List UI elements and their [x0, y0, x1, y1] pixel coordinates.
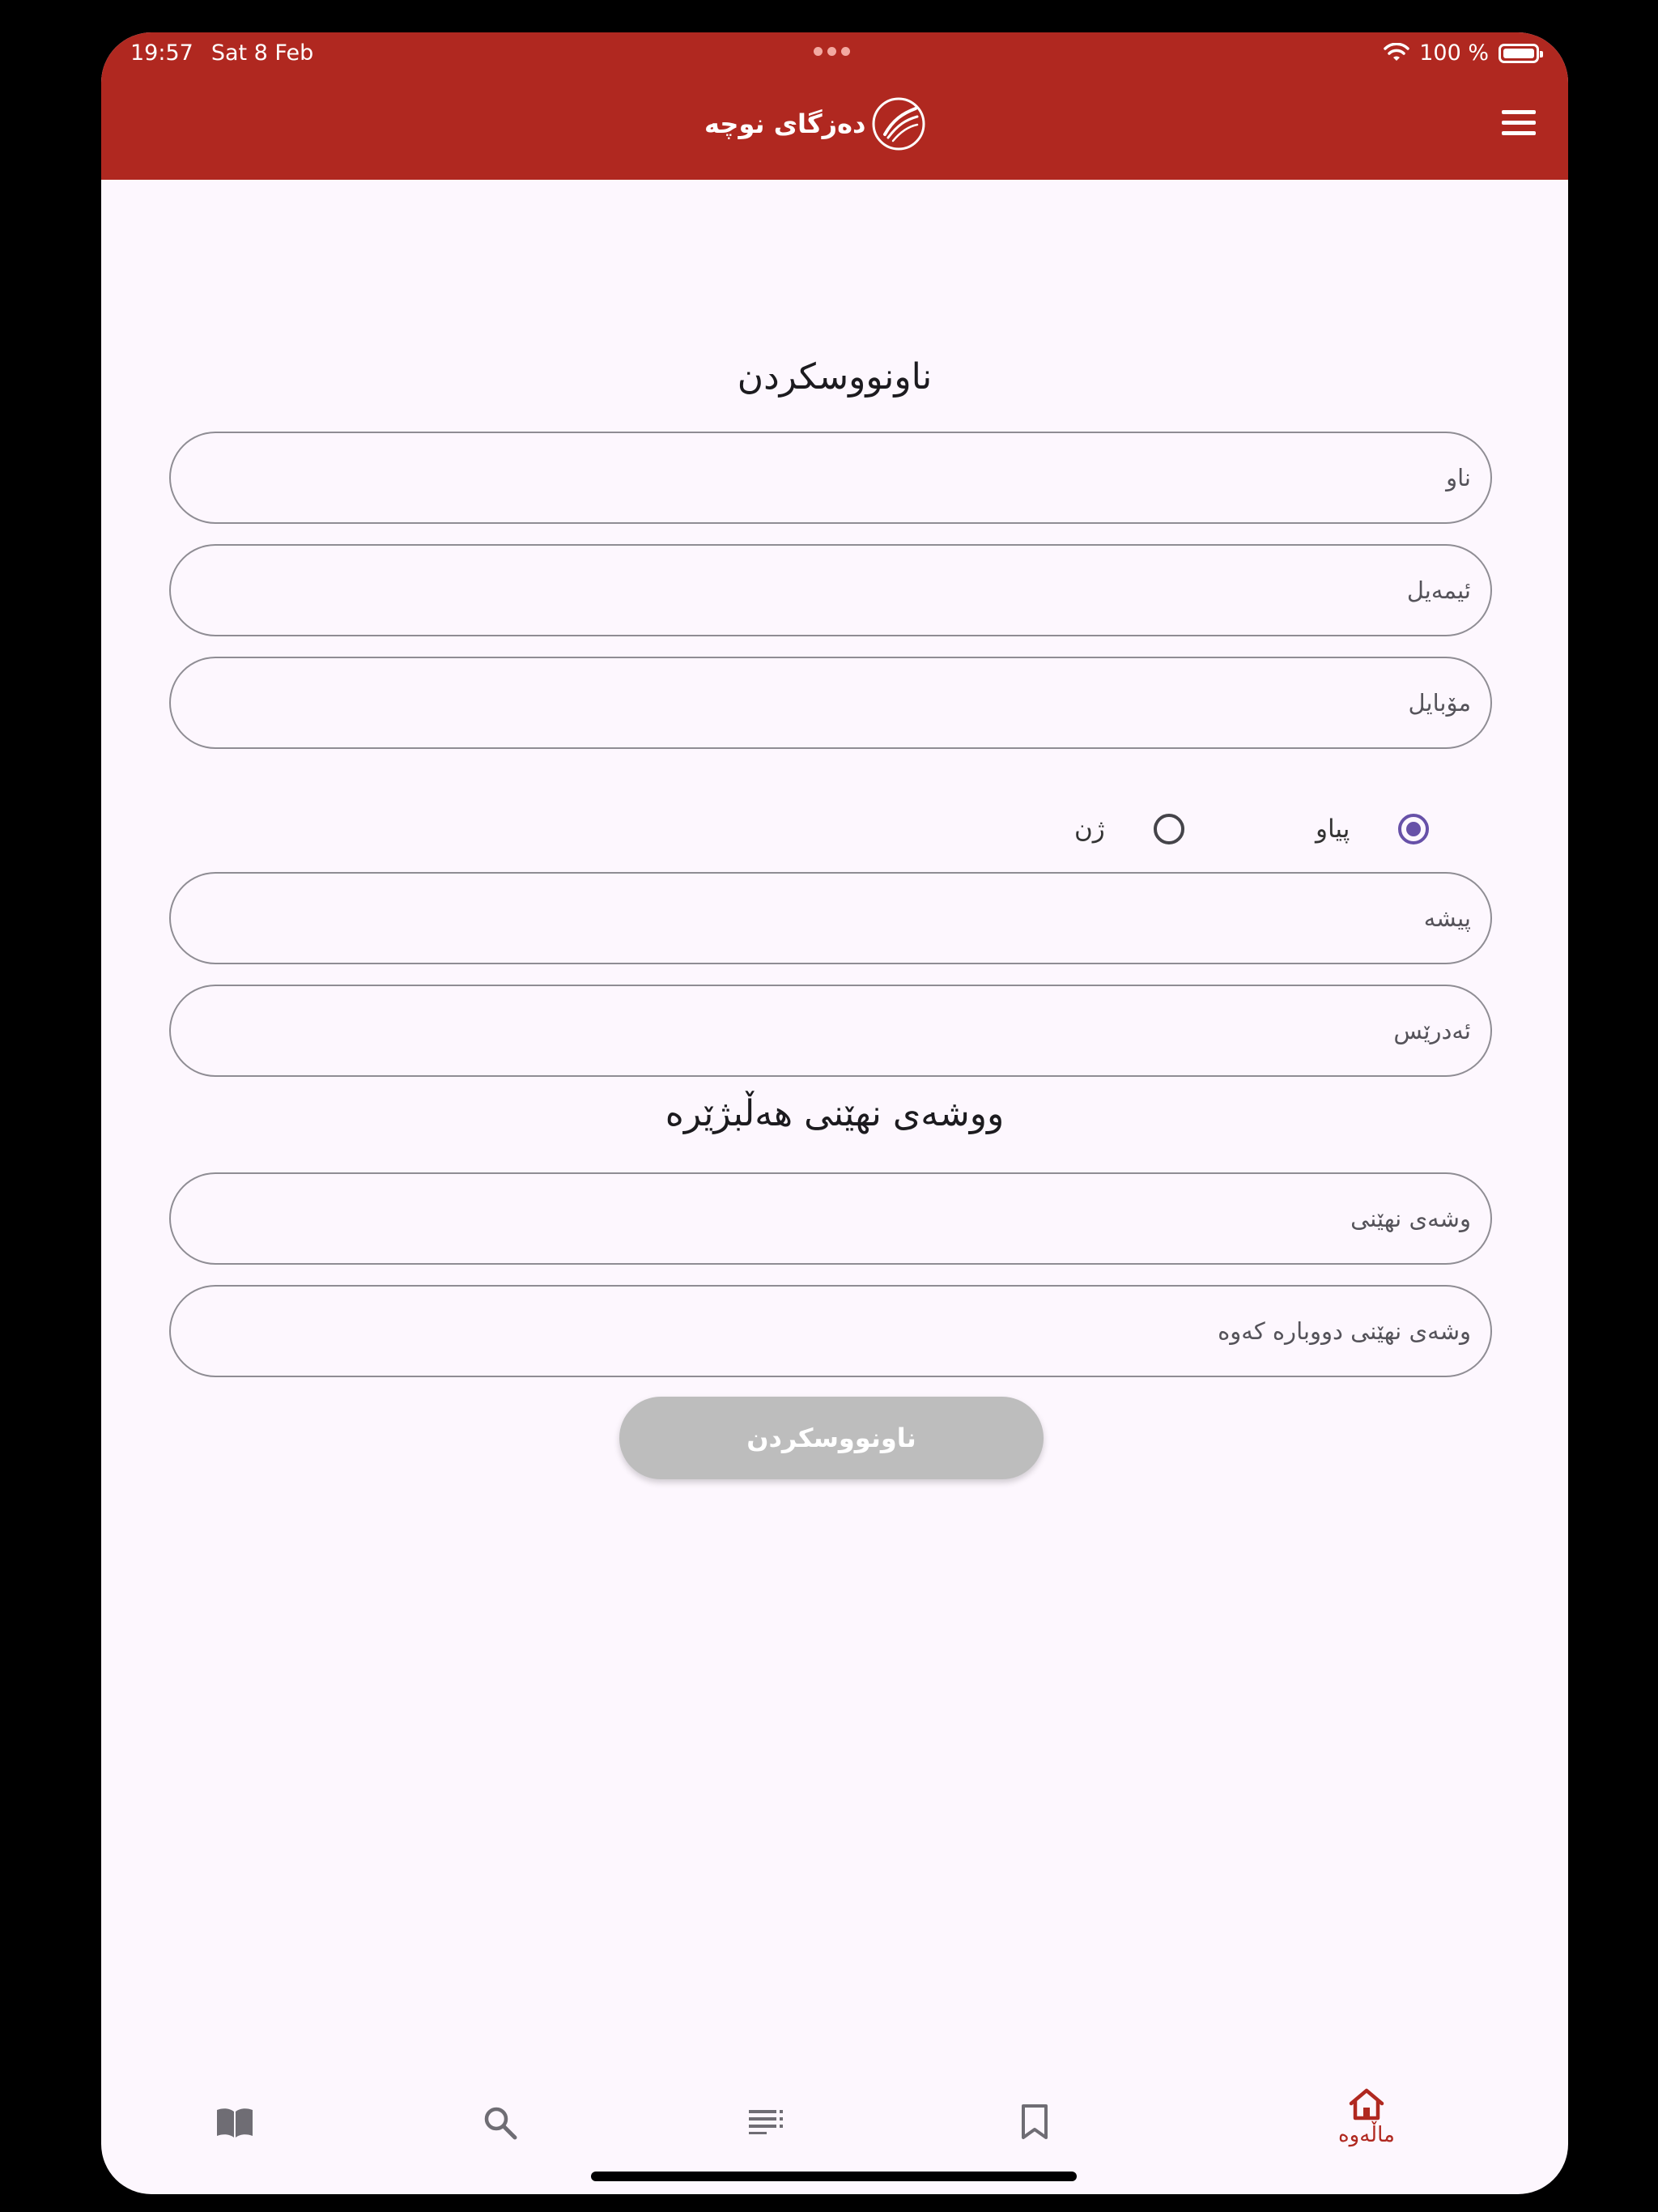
- radio-unchecked-icon[interactable]: [1154, 814, 1184, 844]
- wifi-icon: [1384, 43, 1409, 64]
- list-icon: [749, 2108, 784, 2134]
- radio-checked-icon[interactable]: [1398, 814, 1429, 844]
- device-screen: [101, 32, 1568, 2194]
- nav-home-label: ماڵەوە: [1338, 2123, 1395, 2147]
- status-bar-time: [130, 40, 313, 66]
- password-confirm-input[interactable]: [169, 1285, 1492, 1377]
- gender-radio-group: [101, 814, 1568, 862]
- status-bar-right: [1384, 40, 1539, 66]
- book-icon: [215, 2107, 254, 2139]
- bottom-navigation: [101, 2073, 1568, 2194]
- name-input[interactable]: [169, 432, 1492, 524]
- gender-female-label: ژن: [1074, 815, 1105, 844]
- status-date: Sat 8 Feb: [210, 40, 314, 66]
- address-input[interactable]: [169, 985, 1492, 1077]
- bookmark-icon: [1020, 2104, 1049, 2141]
- email-input[interactable]: [169, 544, 1492, 636]
- nav-list[interactable]: [718, 2108, 815, 2134]
- nav-bookmark[interactable]: [986, 2104, 1083, 2141]
- password-section-title: ووشەی نهێنی هەڵبژێرە: [665, 1093, 1005, 1134]
- hamburger-menu-icon[interactable]: [1502, 110, 1536, 136]
- home-indicator[interactable]: [591, 2172, 1077, 2181]
- multitasking-dots-icon[interactable]: [814, 47, 850, 56]
- gender-male-option[interactable]: [1316, 814, 1429, 844]
- form-title: ناونووسکردن: [737, 356, 933, 398]
- home-icon: [1348, 2087, 1385, 2121]
- password-input[interactable]: [169, 1172, 1492, 1265]
- mobile-input[interactable]: [169, 657, 1492, 749]
- app-logo: [704, 96, 927, 152]
- battery-icon: [1499, 44, 1539, 63]
- search-icon: [483, 2105, 518, 2141]
- nav-home[interactable]: [1318, 2087, 1415, 2147]
- logo-emblem-icon: [870, 96, 927, 152]
- status-time: 19:57: [130, 40, 193, 66]
- gender-female-option[interactable]: [1074, 814, 1184, 844]
- nav-book[interactable]: [186, 2107, 283, 2139]
- register-button[interactable]: ناونووسکردن: [619, 1397, 1044, 1479]
- nav-search[interactable]: [452, 2105, 549, 2141]
- logo-text: دەزگای نوچە: [704, 108, 866, 139]
- battery-percent: 100 %: [1419, 40, 1489, 66]
- job-input[interactable]: [169, 872, 1492, 964]
- gender-male-label: پیاو: [1316, 815, 1350, 844]
- app-bar: [101, 32, 1568, 180]
